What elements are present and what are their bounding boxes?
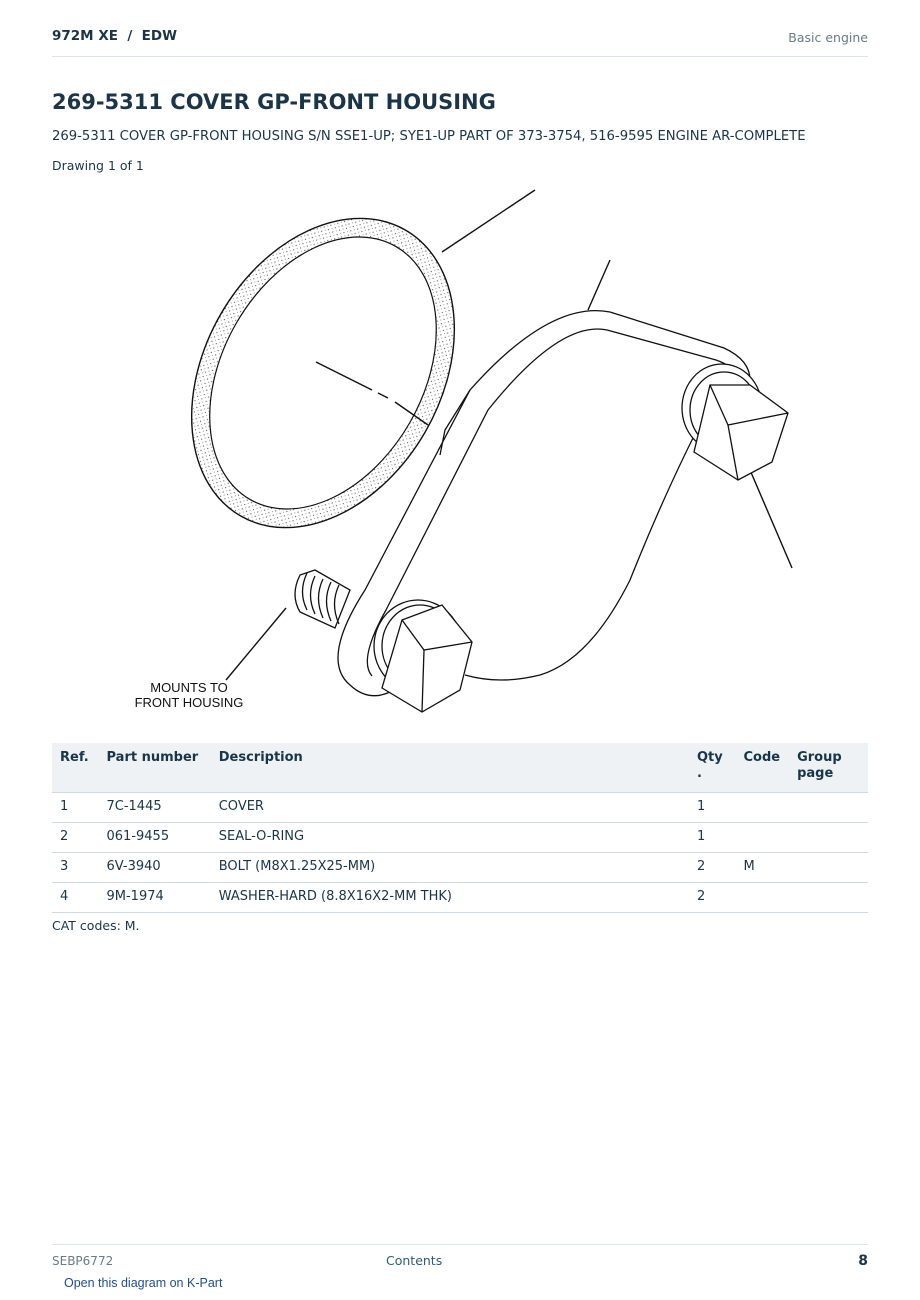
table-header-row <box>52 743 868 793</box>
cell-description: COVER <box>211 793 689 823</box>
header-group-page: Group page <box>789 743 868 793</box>
cell-qty: 1 <box>689 823 736 853</box>
header-ref: Ref. <box>52 743 99 793</box>
cell-qty: 2 <box>689 883 736 913</box>
cell-ref: 3 <box>52 853 99 883</box>
cell-qty: 2 <box>689 853 736 883</box>
page-title: 269-5311 COVER GP-FRONT HOUSING <box>52 90 496 114</box>
cell-group-page <box>789 883 868 913</box>
cell-code <box>736 793 790 823</box>
header-code: Code <box>736 743 790 793</box>
contents-link[interactable]: Contents <box>386 1253 443 1268</box>
header-description: Description <box>211 743 689 793</box>
cell-code <box>736 883 790 913</box>
table-row <box>52 793 868 823</box>
cell-group-page <box>789 793 868 823</box>
cell-ref: 2 <box>52 823 99 853</box>
cell-qty: 1 <box>689 793 736 823</box>
cell-ref: 1 <box>52 793 99 823</box>
page-footer <box>52 1244 868 1275</box>
parts-table <box>52 743 868 913</box>
bolt-upper <box>682 364 788 480</box>
cell-part-number: 7C-1445 <box>99 793 211 823</box>
cell-part-number: 9M-1974 <box>99 883 211 913</box>
cell-code <box>736 823 790 853</box>
drawing-count: Drawing 1 of 1 <box>52 158 144 173</box>
breadcrumb: 972M XE / EDW <box>52 28 177 44</box>
cell-code: M <box>736 853 790 883</box>
mounts-to-front-housing-note: MOUNTS TO FRONT HOUSING <box>134 680 244 710</box>
page-subtitle: 269-5311 COVER GP-FRONT HOUSING S/N SSE1-UP; SYE1-UP PART OF 373-3754, 516-9595 ENGINE AR-COMPLETE <box>52 129 806 144</box>
page-header <box>52 28 868 57</box>
table-row <box>52 823 868 853</box>
cell-description: SEAL-O-RING <box>211 823 689 853</box>
table-row <box>52 883 868 913</box>
o-ring-seal <box>138 180 507 575</box>
header-qty: Qty . <box>689 743 736 793</box>
parts-diagram-drawing <box>110 180 810 725</box>
cell-description: WASHER-HARD (8.8X16X2-MM THK) <box>211 883 689 913</box>
cell-part-number: 6V-3940 <box>99 853 211 883</box>
bolt-lower <box>374 600 472 712</box>
cell-group-page <box>789 823 868 853</box>
section-name: Basic engine <box>788 30 868 45</box>
open-in-kpart-link[interactable]: Open this diagram on K-Part <box>64 1276 223 1290</box>
parts-diagram <box>110 180 810 725</box>
document-id: SEBP6772 <box>52 1254 114 1268</box>
page-number: 8 <box>858 1253 868 1269</box>
cat-codes: CAT codes: M. <box>52 918 140 933</box>
header-part-number: Part number <box>99 743 211 793</box>
cell-part-number: 061-9455 <box>99 823 211 853</box>
mounting-stud <box>295 570 350 628</box>
table-row <box>52 853 868 883</box>
cell-ref: 4 <box>52 883 99 913</box>
cell-description: BOLT (M8X1.25X25-MM) <box>211 853 689 883</box>
cell-group-page <box>789 853 868 883</box>
